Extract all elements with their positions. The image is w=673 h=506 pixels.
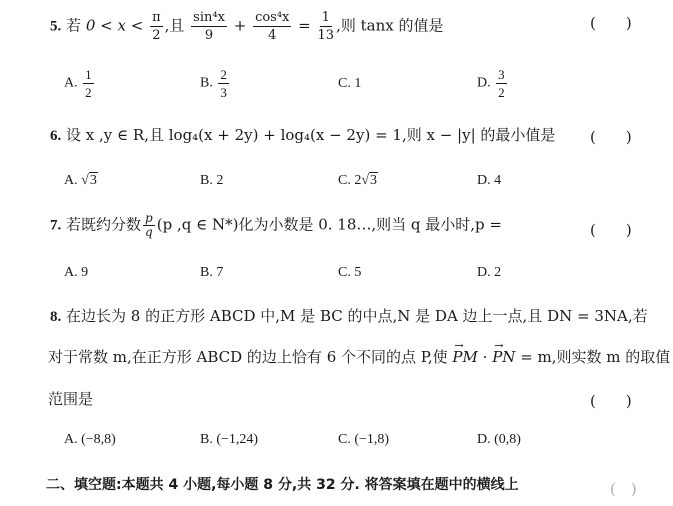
q6-option-c-label: C. 2	[338, 173, 362, 188]
q6-stem	[50, 125, 555, 146]
q6-option-d: D. 4	[477, 173, 502, 188]
q8-line1-text: 在边长为 8 的正方形 ABCD 中,M 是 BC 的中点,N 是 DA 边上一点,且 DN = 3NA,若	[66, 307, 648, 325]
q5-pi-over-2	[150, 9, 163, 44]
q6-option-c-val: 3	[370, 173, 378, 188]
q5-option-b-label: B.	[200, 75, 213, 91]
q5-option-d	[477, 66, 509, 101]
q7-option-a: A. 9	[64, 265, 89, 280]
q7-f-num: p	[145, 211, 153, 225]
q5-frac-rhs	[318, 9, 335, 44]
q8-vector-pn: → PN	[492, 347, 515, 367]
q5-pi: π	[152, 10, 161, 25]
q8-answer-paren: ( )	[590, 392, 632, 410]
q6-number: 6.	[50, 128, 62, 144]
q8-option-d: D. (0,8)	[477, 432, 521, 447]
q5-option-d-label: D.	[477, 75, 491, 91]
q5-option-a-label: A.	[64, 75, 78, 91]
q5-option-a	[64, 66, 96, 101]
q8-line-2	[48, 347, 670, 367]
q5-f1-num: sin⁴x	[193, 10, 225, 25]
q5-lead: 若	[66, 16, 82, 35]
q5-tail: ,则 tanx 的值是	[336, 16, 444, 35]
q7-answer-paren: ( )	[590, 221, 632, 239]
q8-number: 8.	[50, 309, 62, 325]
q6-answer-paren: ( )	[590, 128, 632, 146]
q8-line2a: 对于常数 m,在正方形 ABCD 的边上恰有 6 个不同的点 P,使	[48, 348, 448, 366]
q6-option-c	[338, 172, 378, 190]
q5-option-a-den: 2	[85, 85, 92, 100]
section-2-paren: ( )	[610, 480, 637, 498]
q5-f3-den: 13	[317, 28, 335, 43]
q5-eq: =	[298, 16, 311, 35]
q5-sep: ,且	[164, 16, 185, 35]
q8-line2b: = m,则实数 m 的取值	[520, 348, 671, 366]
q5-option-a-frac	[83, 66, 94, 101]
q5-frac-cos	[253, 9, 291, 44]
sqrt-icon: √	[81, 173, 89, 188]
q7-tail: (p ,q ∈ N*)化为小数是 0. 18…,则当 q 最小时,p =	[156, 215, 502, 234]
q5-frac-sin	[191, 9, 227, 44]
q5-two: 2	[152, 28, 161, 43]
q6-option-b: B. 2	[200, 173, 224, 188]
q7-option-c: C. 5	[338, 265, 362, 280]
q5-f2-den: 4	[268, 28, 277, 43]
q7-frac	[143, 212, 155, 239]
q5-plus: +	[233, 16, 247, 35]
q5-option-b-den: 3	[220, 85, 227, 100]
q7-number: 7.	[50, 217, 62, 234]
q8-option-c: C. (−1,8)	[338, 432, 390, 447]
q5-option-b-frac	[218, 66, 229, 101]
q6-option-a-val: 3	[89, 173, 97, 188]
q7-stem	[50, 212, 502, 239]
q7-option-d: D. 2	[477, 265, 502, 280]
q6-option-a-label: A.	[64, 173, 78, 188]
q7-f-den: q	[145, 225, 153, 239]
q5-option-b-num: 2	[220, 67, 227, 82]
q8-option-a: A. (−8,8)	[64, 432, 116, 447]
q6-text: 设 x ,y ∈ R,且 log₄(x + 2y) + log₄(x − 2y) = 1,则 x − |y| 的最小值是	[66, 126, 556, 144]
sqrt-icon: √	[361, 173, 370, 188]
q5-f2-num: cos⁴x	[255, 10, 290, 25]
q8-vector-pm: → PM	[452, 347, 477, 367]
q8-dot: ·	[482, 348, 488, 366]
q8-line-1	[50, 306, 648, 327]
q5-stem	[50, 9, 443, 44]
q5-f1-den: 9	[204, 28, 214, 43]
q5-number: 5.	[50, 18, 62, 35]
q5-option-d-num: 3	[498, 67, 505, 82]
q5-f3-num: 1	[321, 10, 330, 25]
q5-option-c: C. 1	[338, 76, 362, 91]
q5-option-d-frac	[496, 66, 507, 101]
q7-lead: 若既约分数	[66, 215, 142, 234]
q7-option-b: B. 7	[200, 265, 224, 280]
q5-range: 0 < x <	[85, 16, 144, 35]
section-2-heading: 二、填空题:本题共 4 小题,每小题 8 分,共 32 分. 将答案填在题中的横线上	[46, 477, 519, 493]
q8-option-b: B. (−1,24)	[200, 432, 259, 447]
q5-option-a-num: 1	[85, 67, 92, 82]
q5-option-d-den: 2	[498, 85, 505, 100]
q5-option-b	[200, 66, 231, 101]
q5-answer-paren: ( )	[590, 14, 632, 32]
q6-option-a	[64, 172, 98, 190]
q8-line-3: 范围是	[48, 390, 94, 408]
